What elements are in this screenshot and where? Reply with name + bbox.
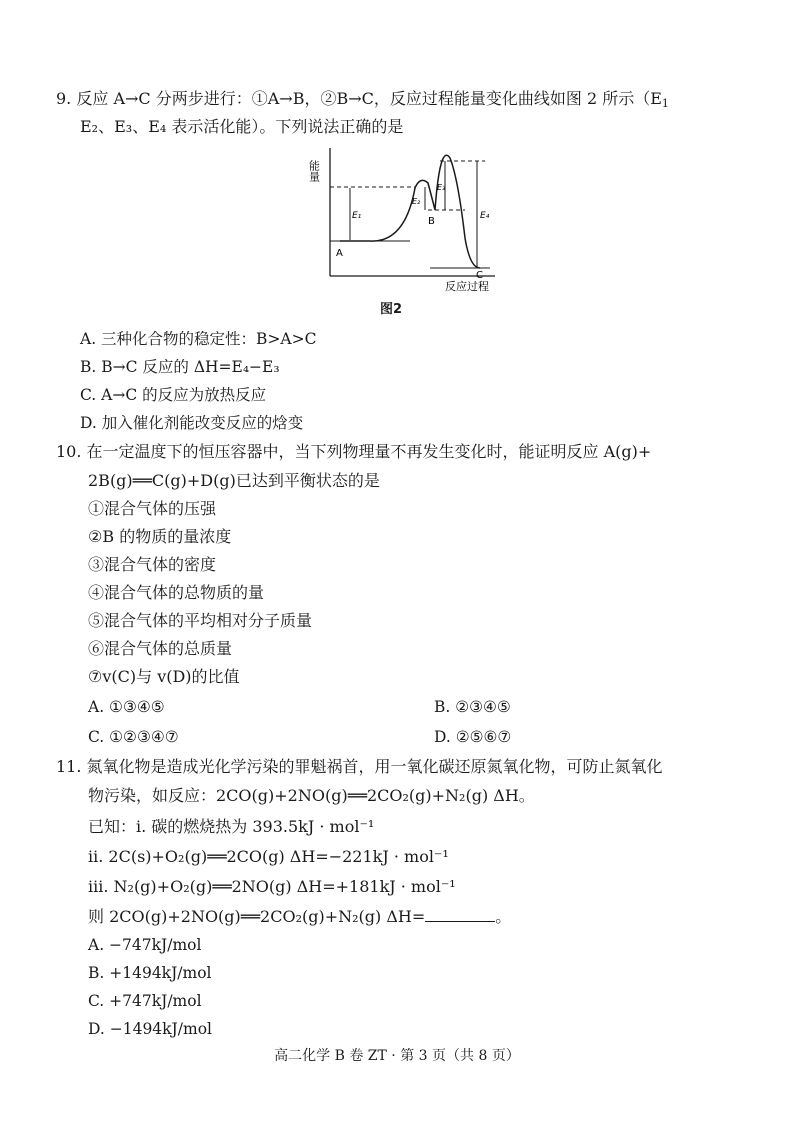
- q11-known-3: ⅲ. N₂(g)+O₂(g)══2NO(g) ΔH=+181kJ · mol⁻¹: [88, 877, 456, 896]
- q10-option-a: A. ①③④⑤: [88, 698, 165, 716]
- q10-item-1: ①混合气体的压强: [88, 499, 217, 518]
- e2-label: E₂: [412, 197, 421, 206]
- answer-blank: [425, 905, 495, 922]
- q9-stem-line1: 9. 反应 A→C 分两步进行：①A→B，②B→C，反应过程能量变化曲线如图 2 所示（$E_1$: [56, 89, 669, 110]
- energy-diagram: [300, 138, 510, 318]
- q10-option-c: C. ①②③④⑦: [88, 728, 179, 746]
- x-axis-label: 反应过程: [445, 280, 489, 293]
- figure-caption: 图2: [380, 302, 403, 317]
- q11-option-c: C. +747kJ/mol: [88, 992, 202, 1010]
- e3-label: E₃: [437, 183, 446, 192]
- q10-item-3: ③混合气体的密度: [88, 555, 217, 574]
- q11-option-b: B. +1494kJ/mol: [88, 964, 212, 982]
- q10-option-b: B. ②③④⑤: [434, 698, 511, 716]
- point-b-label: B: [428, 216, 435, 227]
- q10-item-7: ⑦v(C)与 v(D)的比值: [88, 667, 240, 686]
- q11-known-1: 已知：ⅰ. 碳的燃烧热为 393.5kJ · mol⁻¹: [88, 817, 375, 836]
- q9-option-a: A. 三种化合物的稳定性：B>A>C: [80, 330, 317, 348]
- q10-stem-line2: 2B(g)══C(g)+D(g)已达到平衡状态的是: [88, 471, 380, 490]
- e4-label: E₄: [480, 211, 490, 221]
- y-axis-label: 能量: [307, 160, 321, 182]
- q11-stem-line2: 物污染，如反应：2CO(g)+2NO(g)══2CO₂(g)+N₂(g) ΔH。: [88, 786, 535, 805]
- q11-known-2: ⅱ. 2C(s)+O₂(g)══2CO(g) ΔH=−221kJ · mol⁻¹: [88, 847, 449, 866]
- point-c-label: C: [476, 270, 483, 281]
- q10-item-6: ⑥混合气体的总质量: [88, 639, 233, 658]
- page-footer: 高二化学 B 卷 ZT · 第 3 页（共 8 页）: [274, 1048, 520, 1064]
- q10-item-4: ④混合气体的总物质的量: [88, 583, 265, 602]
- q10-option-d: D. ②⑤⑥⑦: [434, 728, 512, 746]
- q9-option-c: C. A→C 的反应为放热反应: [80, 386, 267, 404]
- q10-item-2: ②B 的物质的量浓度: [88, 527, 232, 546]
- q9-stem-line2: E₂、E₃、E₄ 表示活化能）。下列说法正确的是: [80, 117, 404, 136]
- q10-item-5: ⑤混合气体的平均相对分子质量: [88, 611, 313, 630]
- q10-stem-line1: 10. 在一定温度下的恒压容器中，当下列物理量不再发生变化时，能证明反应 A(g)+: [56, 442, 652, 461]
- q11-stem-line1: 11. 氮氧化物是造成光化学污染的罪魁祸首，用一氧化碳还原氮氧化物，可防止氮氧化: [56, 757, 663, 776]
- q9-option-b: B. B→C 反应的 ΔH=E₄−E₃: [80, 358, 280, 376]
- q11-option-d: D. −1494kJ/mol: [88, 1020, 212, 1038]
- q11-option-a: A. −747kJ/mol: [88, 936, 202, 954]
- q11-ask: 则 2CO(g)+2NO(g)══2CO₂(g)+N₂(g) ΔH= 。: [88, 907, 512, 926]
- q9-option-d: D. 加入催化剂能改变反应的焓变: [80, 414, 304, 432]
- point-a-label: A: [336, 248, 343, 259]
- e1-label: E₁: [352, 211, 362, 221]
